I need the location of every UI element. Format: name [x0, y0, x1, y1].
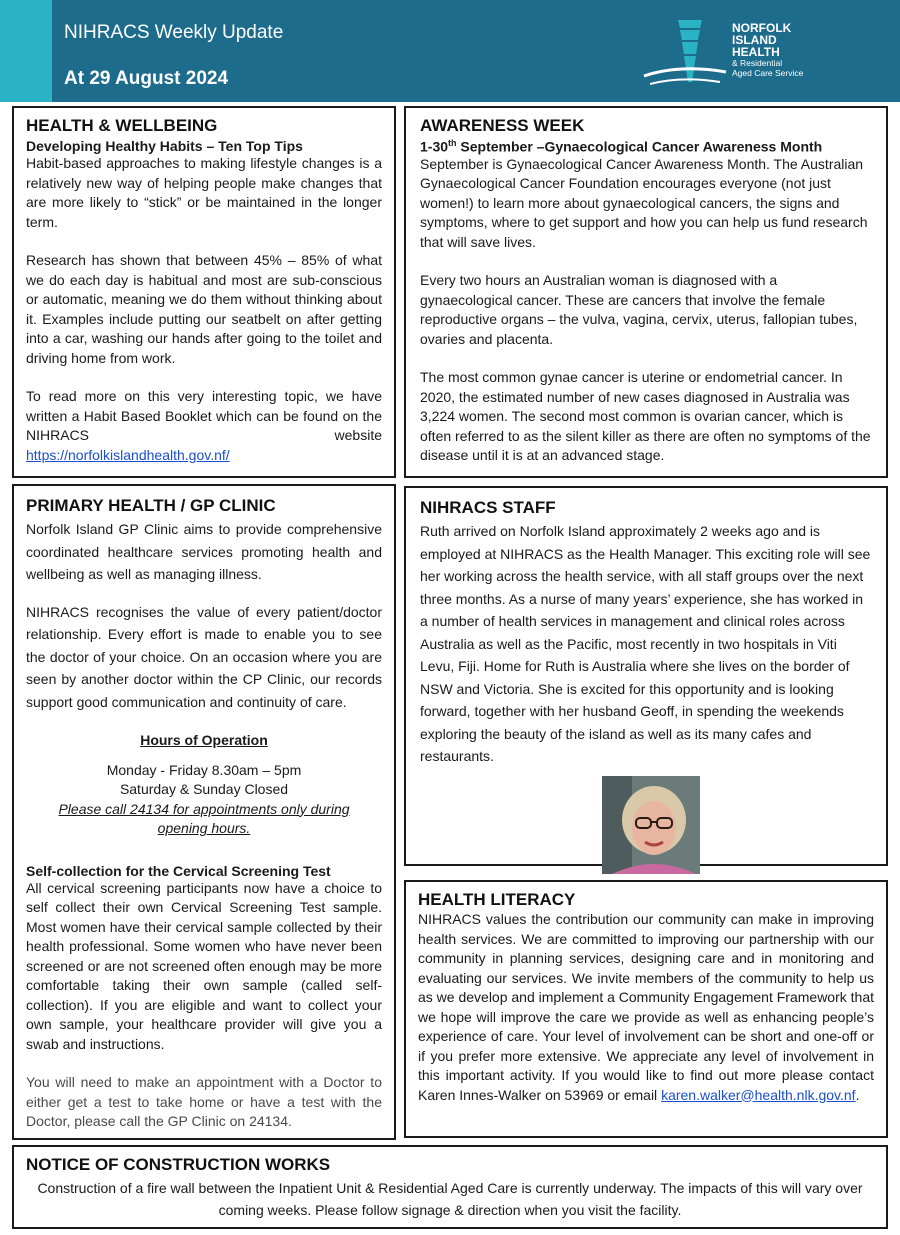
- page-header: [0, 0, 900, 102]
- cervical-screening-paragraph-1: All cervical screening participants now have a choice to self collect their own Cervical Screening Test sample. Most women have their cervical sample collected by their health professional. Some women who have never been screened or are not screened often enough may be more comfortable taking their own sample (called self-collection). If you are eligible and want to collect your own sample, your healthcare provider will give you a swab and instructions.: [26, 879, 382, 1052]
- awareness-week-paragraph-1: September is Gynaecological Cancer Awareness Month. The Australian Gynaecological Cancer Foundation encourages everyone (not just women!) to learn more about gynaecological cancers, the signs and symptoms, where to get support and how you can help us fund research that will save lives.: [420, 155, 868, 250]
- nihracs-website-link[interactable]: https://norfolkislandhealth.gov.nf/: [26, 446, 230, 463]
- awareness-week-heading: AWARENESS WEEK: [420, 116, 585, 135]
- logo-line-aged-care: Aged Care Service: [732, 68, 804, 78]
- construction-notice-heading: NOTICE OF CONSTRUCTION WORKS: [26, 1155, 331, 1174]
- newsletter-date: At 29 August 2024: [64, 68, 229, 89]
- awareness-week-paragraph-3: The most common gynae cancer is uterine or endometrial cancer. In 2020, the estimated number of new cases diagnosed in Australia was 3,224 women. The second most common is ovarian cancer, which is often referred to as the silent killer as there are often no symptoms of the disease until it is at an advanced stage.: [420, 369, 871, 464]
- logo-line-residential: & Residential: [732, 58, 783, 68]
- health-wellbeing-section: [12, 106, 396, 478]
- appointment-note: Please call 24134 for appointments only during opening hours.: [58, 800, 350, 836]
- logo-line-island: ISLAND: [732, 33, 777, 47]
- logo-wordmark: [732, 22, 803, 78]
- hours-weekday: Monday - Friday 8.30am – 5pm: [106, 761, 302, 778]
- health-wellbeing-heading: HEALTH & WELLBEING: [26, 116, 218, 135]
- construction-notice-section: [12, 1145, 888, 1229]
- gp-clinic-heading: PRIMARY HEALTH / GP CLINIC: [26, 496, 276, 515]
- logo-line-health: HEALTH: [732, 45, 780, 59]
- gp-clinic-paragraph-1: Norfolk Island GP Clinic aims to provide comprehensive coordinated healthcare services promoting health and wellbeing as well as managing illness.: [26, 521, 382, 582]
- newsletter-title: NIHRACS Weekly Update: [64, 22, 284, 43]
- staff-member-photo: [602, 776, 700, 874]
- header-accent-strip: [0, 0, 52, 102]
- gp-clinic-paragraph-2: NIHRACS recognises the value of every patient/doctor relationship. Every effort is made to enable you to see the doctor of your choice. On an occasion where you are seen by another doctor within the CP Clinic, our records support good communication and continuity of care.: [26, 603, 382, 710]
- health-wellbeing-paragraph-2: Research has shown that between 45% – 85% of what we do each day is habitual and most are sub-conscious or automatic, meaning we do them without thinking about it. Examples include putting our seatbelt on after getting into a car, washing our hands after going to the toilet and driving home from work.: [26, 252, 382, 366]
- awareness-week-paragraph-2: Every two hours an Australian woman is diagnosed with a gynaecological cancer. These are cancers that involve the female reproductive organs – the vulva, vagina, cervix, uterus, fallopian tubes, ovaries and placenta.: [420, 272, 858, 347]
- health-wellbeing-paragraph-3: To read more on this very interesting topic, we have written a Habit Based Booklet which can be found on the NIHRACS website: [26, 388, 382, 443]
- construction-notice-text: Construction of a fire wall between the Inpatient Unit & Residential Aged Care is currently underway. The impacts of this will vary over coming weeks. Please follow signage & direction when you visit the facility.: [37, 1180, 863, 1218]
- nihracs-staff-section: [404, 486, 888, 866]
- gp-clinic-section: [12, 484, 396, 1140]
- health-wellbeing-subheading: Developing Healthy Habits – Ten Top Tips: [26, 138, 303, 154]
- cervical-screening-paragraph-2: You will need to make an appointment with a Doctor to either get a test to take home or have a test with the Doctor, please call the GP Clinic on 24134.: [26, 1074, 382, 1129]
- health-literacy-section: [404, 880, 888, 1138]
- nihracs-staff-paragraph: Ruth arrived on Norfolk Island approximately 2 weeks ago and is employed at NIHRACS as the Health Manager. This exciting role will see her working across the health service, with all staff groups over the next three months. As a nurse of many years’ experience, she has worked in a number of health services in management and clinical roles across Australia as well as the Pacific, most recently in two hospitals in Viti Levu, Fiji. Home for Ruth is Australia where she lives on the border of NSW and Victoria. She is excited for this opportunity and is looking forward, together with her husband Geoff, in spending the weekends exploring the beauty of the island as well as its many cafes and restaurants.: [420, 523, 871, 764]
- norfolk-island-health-logo: [640, 14, 880, 94]
- health-literacy-heading: HEALTH LITERACY: [418, 890, 576, 909]
- cervical-screening-heading: Self-collection for the Cervical Screening Test: [26, 862, 331, 879]
- awareness-week-subheading: 1-30th September –Gynaecological Cancer Awareness Month: [420, 138, 823, 155]
- hours-weekend: Saturday & Sunday Closed: [119, 781, 289, 797]
- nihracs-staff-heading: NIHRACS STAFF: [420, 498, 556, 517]
- logo-line-norfolk: NORFOLK: [732, 21, 792, 35]
- awareness-week-section: [404, 106, 888, 478]
- hours-of-operation-title: Hours of Operation: [140, 732, 268, 748]
- health-wellbeing-paragraph-1: Habit-based approaches to making lifestyle changes is a relatively new way of helping people make changes that are more likely to “stick” or be maintained in the longer term.: [26, 155, 382, 230]
- logo-mark-icon: [640, 14, 730, 94]
- health-literacy-paragraph: NIHRACS values the contribution our community can make in improving health services. We are committed to improving our partnership with our community in planning services, designing care and in monitoring and evaluating our services. We invite members of the community to help us as we develop and implement a Community Engagement Framework that we hope will improve the care we provide as well as enhancing people’s experience of care. Your level of involvement can be short and one-off or if you prefer more extensive. We appreciate any level of involvement in this important activity. If you would like to find out more please contact Karen Innes-Walker on 53969 or email karen.walker@health.nlk.gov.nf.: [418, 911, 874, 1103]
- contact-email-link[interactable]: karen.walker@health.nlk.gov.nf: [661, 1086, 856, 1103]
